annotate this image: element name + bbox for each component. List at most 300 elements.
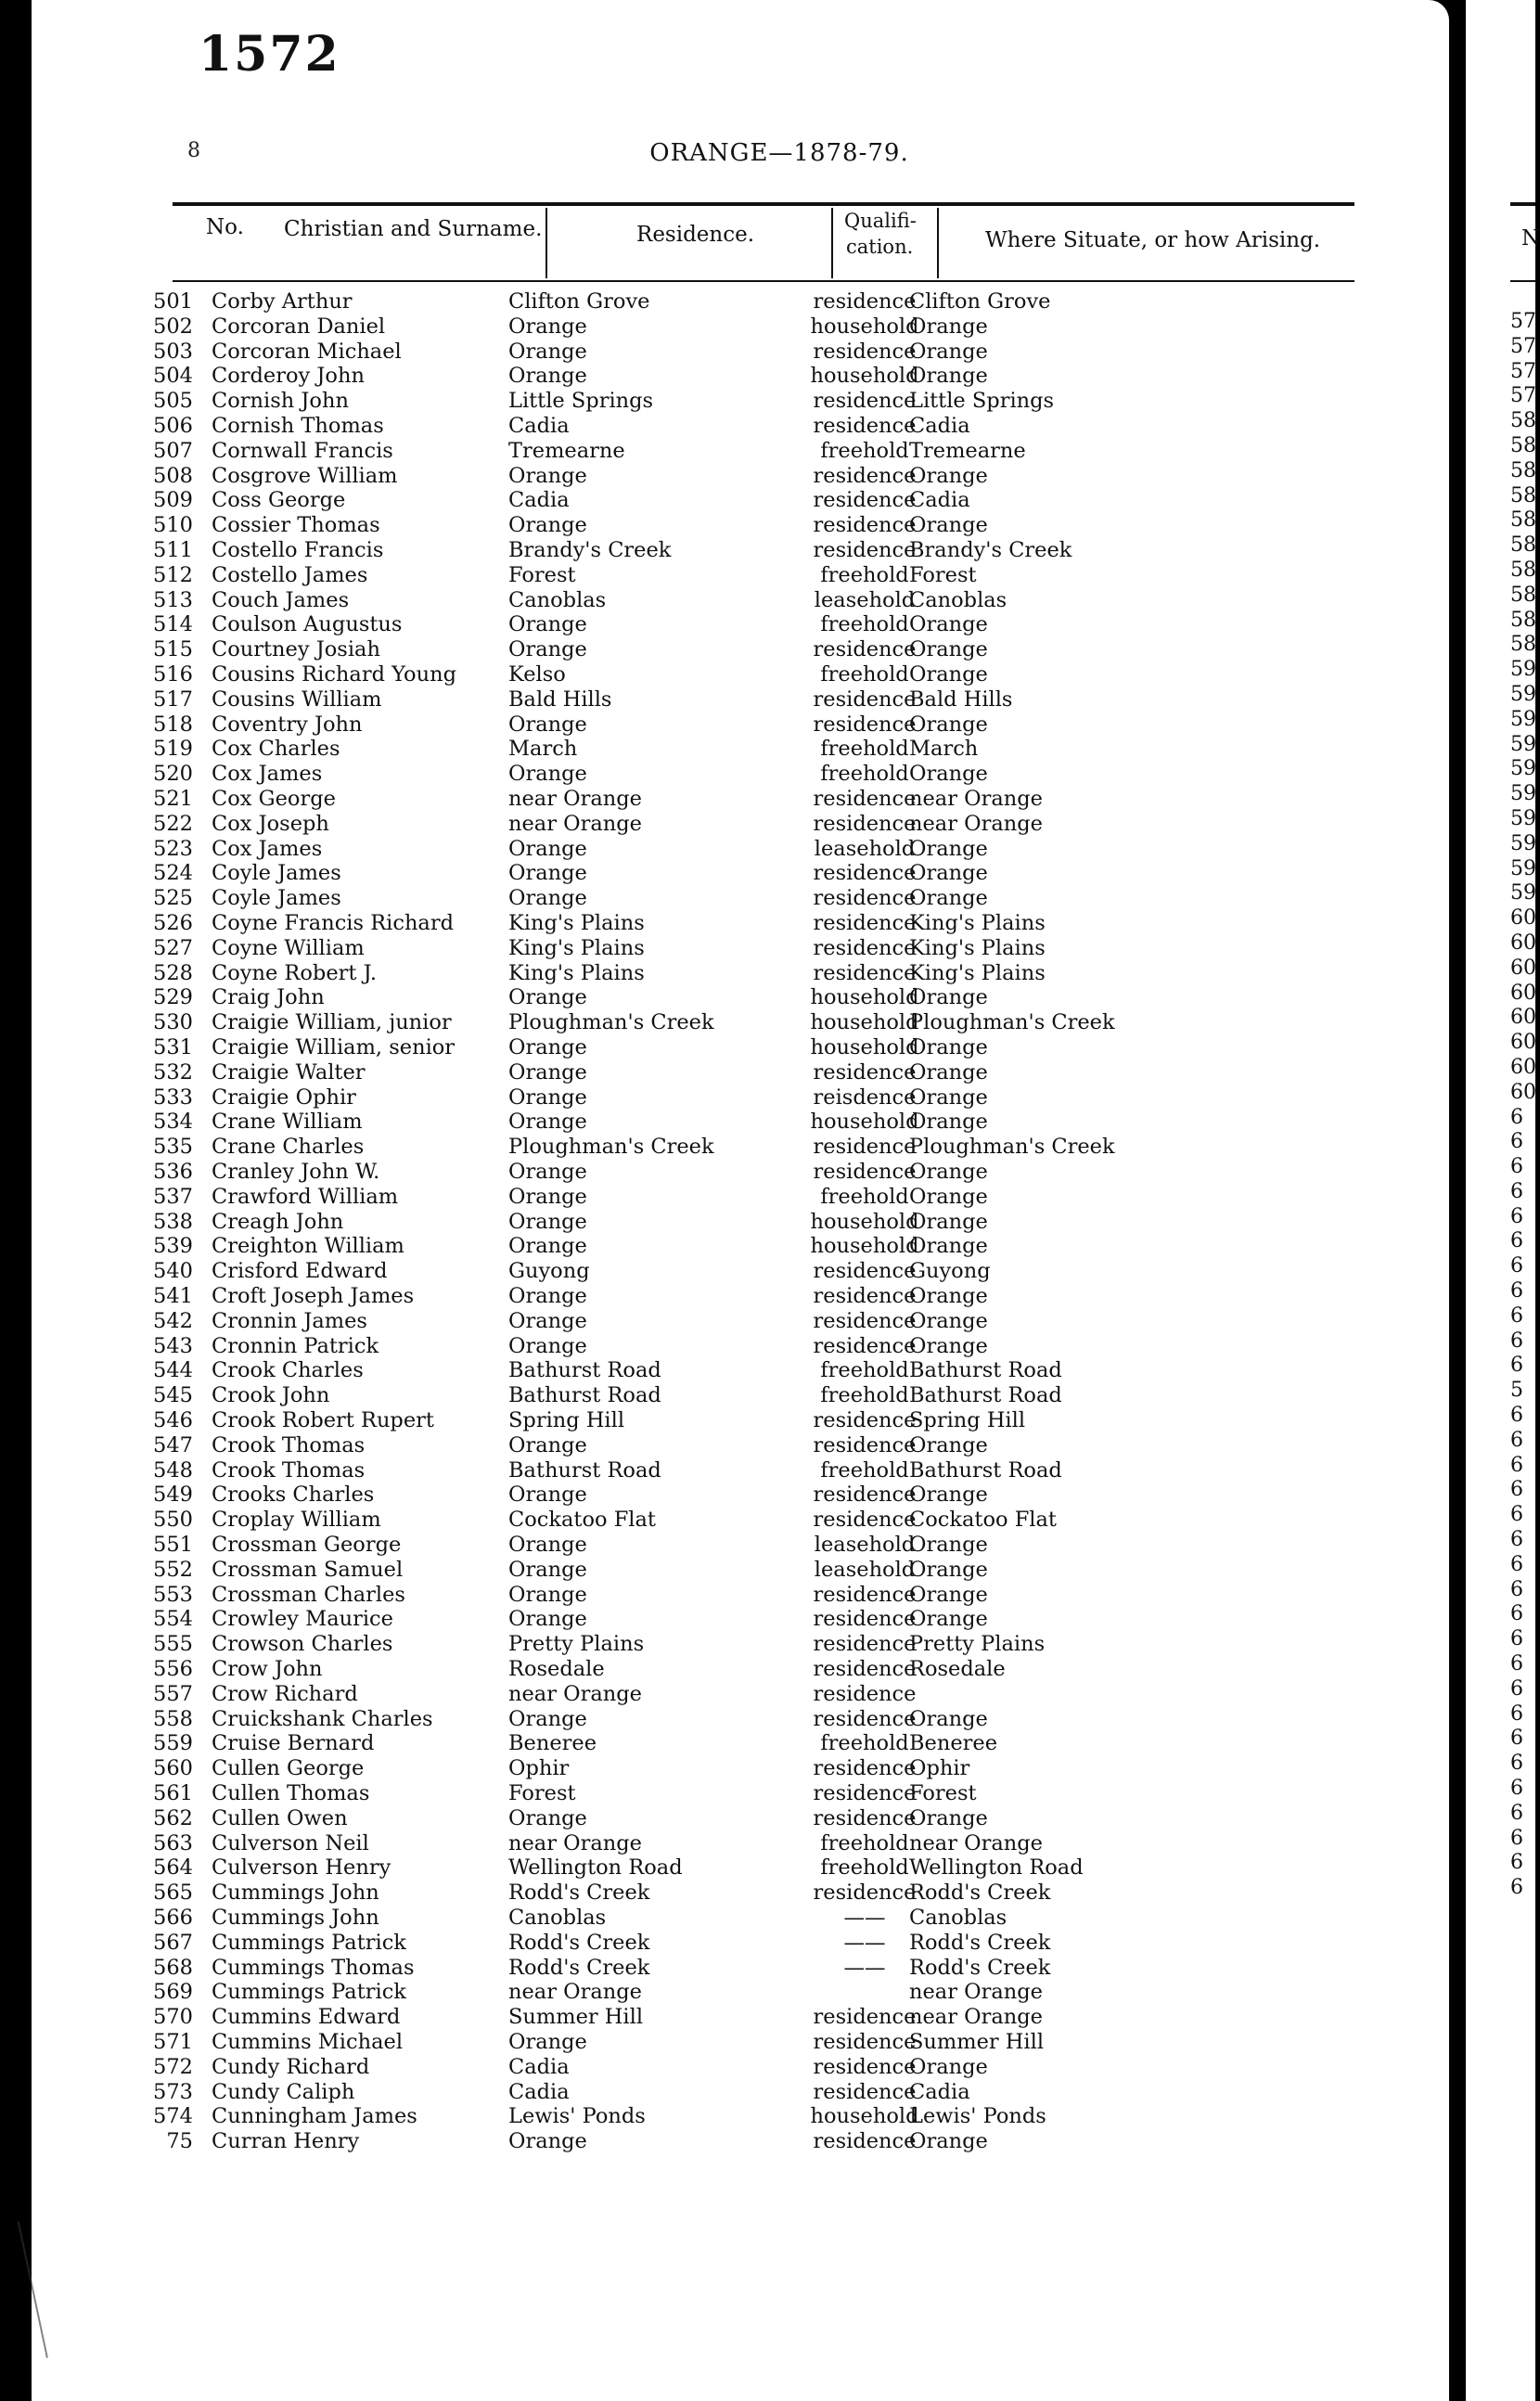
voter-residence: Tremearne <box>508 438 625 463</box>
header-bottom-rule <box>173 280 1354 282</box>
property-location: Tremearne <box>909 438 1026 463</box>
property-location: Orange <box>909 1582 988 1607</box>
table-row <box>0 588 1418 613</box>
table-row <box>0 1980 1418 2005</box>
voter-number: 562 <box>153 1805 193 1830</box>
facing-page-number-fragment: 6 <box>1510 1577 1523 1601</box>
voter-residence: Orange <box>508 1035 587 1059</box>
voter-name: Crane Charles <box>212 1135 365 1160</box>
voter-qualification: residence <box>813 811 917 836</box>
voter-qualification: residence <box>813 488 917 513</box>
table-row <box>0 2030 1418 2055</box>
property-location: Guyong <box>909 1259 991 1284</box>
voter-qualification: residence <box>813 1657 917 1681</box>
voter-name: Cummings John <box>212 1906 379 1930</box>
facing-page-number-fragment: 60 <box>1510 931 1536 955</box>
table-row <box>0 662 1418 687</box>
voter-number: 526 <box>153 911 193 935</box>
facing-page-number-fragment: 6 <box>1510 1652 1523 1676</box>
voter-name: Craig John <box>212 985 325 1010</box>
facing-page-number-fragment: 58 <box>1510 633 1536 657</box>
property-location: Orange <box>909 2054 988 2079</box>
voter-name: Crossman Charles <box>212 1582 405 1607</box>
property-location: Orange <box>909 1533 988 1557</box>
voter-number: 520 <box>153 762 193 787</box>
facing-page-number-fragment: 6 <box>1510 1179 1523 1203</box>
voter-residence: Orange <box>508 1085 587 1110</box>
voter-residence: Orange <box>508 836 587 861</box>
voter-residence: Bathurst Road <box>508 1358 661 1383</box>
property-location: Orange <box>909 886 988 911</box>
voter-name: Cosgrove William <box>212 463 398 488</box>
facing-page-number-fragment: 58 <box>1510 533 1536 558</box>
voter-number: 508 <box>153 463 193 488</box>
table-row <box>0 1010 1418 1035</box>
voter-name: Croft Joseph James <box>212 1284 415 1308</box>
voter-residence: March <box>508 737 578 762</box>
voter-qualification: residence <box>813 2030 917 2054</box>
property-location: Orange <box>909 463 988 488</box>
property-location: Orange <box>909 1432 988 1457</box>
voter-number: 572 <box>153 2054 193 2079</box>
facing-page-number-fragment: 60 <box>1510 1031 1536 1055</box>
property-location: Summer Hill <box>909 2030 1045 2054</box>
facing-page-number-fragment: 6 <box>1510 1155 1523 1179</box>
voter-number: 513 <box>153 587 193 612</box>
voter-residence: Cadia <box>508 2054 570 2079</box>
voter-residence: Orange <box>508 1184 587 1209</box>
voter-name: Cullen Thomas <box>212 1781 370 1805</box>
voter-number: 506 <box>153 414 193 438</box>
voter-name: Coyne Francis Richard <box>212 911 455 935</box>
voter-residence: Orange <box>508 1308 587 1333</box>
voter-number: 530 <box>153 1010 193 1035</box>
voter-qualification: residence <box>813 1632 917 1657</box>
facing-page-number-fragment: 6 <box>1510 1552 1523 1576</box>
voter-name: Creagh John <box>212 1209 344 1234</box>
voter-qualification: household <box>810 1209 919 1234</box>
voter-name: Crisford Edward <box>212 1259 388 1284</box>
facing-page-number-fragment: 6 <box>1510 1254 1523 1278</box>
voter-qualification: —— <box>843 1930 886 1955</box>
voter-number: 501 <box>153 289 193 314</box>
table-row <box>0 1881 1418 1906</box>
property-location: Orange <box>909 1160 988 1184</box>
property-location: Cadia <box>909 2079 970 2104</box>
property-location: Clifton Grove <box>909 289 1051 314</box>
header-residence: Residence. <box>636 223 755 247</box>
voter-name: Crook Robert Rupert <box>212 1408 434 1432</box>
facing-page-number-fragment: 6 <box>1510 1727 1523 1751</box>
voter-number: 561 <box>153 1781 193 1805</box>
voter-number: 566 <box>153 1906 193 1930</box>
property-location: Cockatoo Flat <box>909 1508 1057 1533</box>
voter-qualification: freehold <box>820 662 909 687</box>
page-number: 8 <box>187 139 200 162</box>
voter-residence: Canoblas <box>508 587 607 612</box>
header-top-rule <box>173 202 1354 206</box>
voter-name: Cummings Patrick <box>212 1980 406 2005</box>
property-location: Orange <box>909 339 988 364</box>
voter-residence: Orange <box>508 1557 587 1582</box>
voter-name: Crook Thomas <box>212 1432 366 1457</box>
table-row <box>0 1060 1418 1085</box>
table-row <box>0 787 1418 812</box>
facing-page-number-fragment: 58 <box>1510 409 1536 433</box>
voter-name: Cousins William <box>212 687 382 712</box>
table-row <box>0 1607 1418 1632</box>
voter-qualification: residence <box>813 911 917 935</box>
voter-qualification: residence <box>813 687 917 712</box>
table-row <box>0 1408 1418 1433</box>
voter-name: Costello Francis <box>212 538 384 562</box>
voter-name: Cox George <box>212 787 336 811</box>
voter-number: 532 <box>153 1059 193 1085</box>
voter-residence: Orange <box>508 712 587 737</box>
voter-name: Crowley Maurice <box>212 1607 393 1632</box>
facing-page-number-fragment: 59 <box>1510 856 1536 880</box>
voter-qualification: residence <box>813 1160 917 1184</box>
property-location: Bathurst Road <box>909 1457 1062 1483</box>
voter-qualification: leasehold <box>814 1533 916 1557</box>
facing-page-number-fragment: 59 <box>1510 757 1536 781</box>
voter-qualification: residence <box>813 2054 917 2079</box>
voter-number: 574 <box>153 2104 193 2129</box>
voter-residence: Orange <box>508 1533 587 1557</box>
table-row <box>0 1731 1418 1756</box>
voter-qualification: —— <box>843 1955 886 1980</box>
facing-page-number-fragment: 6 <box>1510 1503 1523 1527</box>
facing-page-number-fragment: 58 <box>1510 508 1536 533</box>
voter-residence: Orange <box>508 1432 587 1457</box>
voter-qualification: residence <box>813 1432 917 1457</box>
voter-qualification: residence <box>813 1805 917 1830</box>
voter-qualification: residence <box>813 1059 917 1085</box>
header-qualification-line1: Qualifi- <box>844 210 917 232</box>
voter-qualification: residence <box>813 2005 917 2030</box>
property-location: Rodd's Creek <box>909 1955 1051 1980</box>
table-row <box>0 513 1418 538</box>
voter-name: Cornwall Francis <box>212 438 393 463</box>
facing-page-number-fragment: 59 <box>1510 881 1536 905</box>
voter-residence: Cockatoo Flat <box>508 1508 656 1533</box>
voter-residence: Orange <box>508 1209 587 1234</box>
property-location: Lewis' Ponds <box>909 2104 1046 2129</box>
facing-page-number-fragment: 6 <box>1510 1602 1523 1626</box>
property-location: Orange <box>909 1085 988 1110</box>
voter-residence: Bathurst Road <box>508 1457 661 1483</box>
voter-residence: Canoblas <box>508 1906 607 1930</box>
property-location: Orange <box>909 1557 988 1582</box>
facing-page-number-fragment: 57 <box>1510 334 1536 358</box>
voter-number: 543 <box>153 1333 193 1358</box>
voter-number: 512 <box>153 562 193 587</box>
voter-number: 524 <box>153 861 193 886</box>
voter-number: 563 <box>153 1830 193 1855</box>
table-row <box>0 439 1418 464</box>
voter-number: 541 <box>153 1284 193 1308</box>
property-location: Orange <box>909 1234 988 1259</box>
voter-qualification: —— <box>843 1906 886 1930</box>
voter-residence: Forest <box>508 1781 576 1805</box>
voter-qualification: freehold <box>820 1358 909 1383</box>
facing-page-number-fragment: 6 <box>1510 1851 1523 1875</box>
voter-name: Coyne William <box>212 935 365 960</box>
voter-qualification: freehold <box>820 612 909 637</box>
voter-number: 503 <box>153 339 193 364</box>
voter-residence: Little Springs <box>508 389 654 414</box>
voter-qualification: freehold <box>820 438 909 463</box>
voter-number: 546 <box>153 1408 193 1432</box>
voter-residence: Cadia <box>508 414 570 438</box>
property-location: Orange <box>909 1805 988 1830</box>
voter-qualification: residence <box>813 712 917 737</box>
facing-page-number-fragment: 59 <box>1510 707 1536 731</box>
facing-page-number-fragment: 5 <box>1510 1379 1523 1403</box>
table-row <box>0 985 1418 1010</box>
voter-residence: Orange <box>508 886 587 911</box>
property-location: Orange <box>909 1333 988 1358</box>
voter-residence: Orange <box>508 1333 587 1358</box>
property-location: Orange <box>909 1308 988 1333</box>
voter-residence: Ploughman's Creek <box>508 1135 714 1160</box>
property-location: March <box>909 737 979 762</box>
voter-name: Cummings John <box>212 1881 379 1906</box>
voter-name: Craigie William, senior <box>212 1035 456 1059</box>
property-location: Orange <box>909 1607 988 1632</box>
voter-qualification: residence <box>813 1508 917 1533</box>
table-row <box>0 762 1418 787</box>
table-row <box>0 911 1418 936</box>
facing-page-number-fragment: 59 <box>1510 831 1536 855</box>
voter-residence: Cadia <box>508 488 570 513</box>
facing-page-number-fragment: 6 <box>1510 1676 1523 1701</box>
property-location: Brandy's Creek <box>909 538 1072 562</box>
table-row <box>0 1458 1418 1483</box>
voter-residence: Ophir <box>508 1756 570 1781</box>
voter-residence: Orange <box>508 1234 587 1259</box>
table-row <box>0 2055 1418 2080</box>
voter-name: Corderoy John <box>212 364 365 389</box>
voter-residence: Orange <box>508 364 587 389</box>
voter-qualification: household <box>810 2104 919 2129</box>
facing-page-numbers <box>1510 310 1536 1901</box>
table-row <box>0 1259 1418 1284</box>
voter-residence: Orange <box>508 1805 587 1830</box>
voter-residence: Orange <box>508 985 587 1010</box>
property-location: Orange <box>909 364 988 389</box>
voter-name: Cronnin James <box>212 1308 367 1333</box>
table-row <box>0 1956 1418 1981</box>
voter-qualification: residence <box>813 463 917 488</box>
voter-number: 525 <box>153 886 193 911</box>
voter-qualification: leasehold <box>814 1557 916 1582</box>
voter-name: Coyle James <box>212 886 341 911</box>
voter-number: 571 <box>153 2030 193 2054</box>
voter-number: 552 <box>153 1557 193 1582</box>
table-row <box>0 364 1418 389</box>
voter-qualification: residence <box>813 1881 917 1906</box>
voter-qualification: residence <box>813 1756 917 1781</box>
table-row <box>0 837 1418 862</box>
facing-page-number-fragment: 58 <box>1510 433 1536 457</box>
voter-number: 548 <box>153 1457 193 1483</box>
voter-qualification: residence <box>813 1408 917 1432</box>
table-row <box>0 1855 1418 1881</box>
voter-name: Cossier Thomas <box>212 513 380 538</box>
voter-name: Couch James <box>212 587 350 612</box>
facing-page-number-fragment: 58 <box>1510 458 1536 482</box>
voter-name: Cullen George <box>212 1756 365 1781</box>
facing-page-number-fragment: 57 <box>1510 384 1536 408</box>
facing-page-number-fragment: 6 <box>1510 1627 1523 1651</box>
voter-residence: Orange <box>508 2030 587 2054</box>
table-row <box>0 1657 1418 1682</box>
voter-name: Cox Charles <box>212 737 340 762</box>
voter-residence: King's Plains <box>508 911 645 935</box>
table-row <box>0 315 1418 340</box>
facing-page-number-fragment: 60 <box>1510 1006 1536 1030</box>
table-row <box>0 563 1418 588</box>
facing-page-number-fragment: 59 <box>1510 782 1536 806</box>
table-row <box>0 1383 1418 1408</box>
voter-residence: Orange <box>508 1582 587 1607</box>
voter-number: 515 <box>153 637 193 662</box>
voter-number: 545 <box>153 1383 193 1408</box>
voter-qualification: residence <box>813 1781 917 1805</box>
header-next-page-no: N <box>1521 226 1540 250</box>
property-location: Forest <box>909 562 977 587</box>
facing-page-number-fragment: 60 <box>1510 906 1536 931</box>
voter-number: 555 <box>153 1632 193 1657</box>
voter-name: Cousins Richard Young <box>212 662 456 687</box>
voter-residence: King's Plains <box>508 960 645 985</box>
voter-name: Courtney Josiah <box>212 637 380 662</box>
facing-page-number-fragment: 6 <box>1510 1329 1523 1353</box>
table-row <box>0 1160 1418 1185</box>
table-row <box>0 488 1418 513</box>
voter-name: Cornish Thomas <box>212 414 384 438</box>
table-row <box>0 1806 1418 1831</box>
table-row <box>0 961 1418 986</box>
property-location: Little Springs <box>909 389 1055 414</box>
voter-number: 507 <box>153 438 193 463</box>
facing-page-number-fragment: 6 <box>1510 1105 1523 1129</box>
voter-residence: Orange <box>508 1160 587 1184</box>
voter-number: 573 <box>153 2079 193 2104</box>
voter-residence: King's Plains <box>508 935 645 960</box>
page-title: ORANGE—1878-79. <box>649 139 909 167</box>
voter-name: Coyne Robert J. <box>212 960 378 985</box>
voter-qualification: residence <box>813 1284 917 1308</box>
property-location: Orange <box>909 1209 988 1234</box>
voter-name: Cox James <box>212 762 323 787</box>
voter-number: 521 <box>153 787 193 811</box>
voter-qualification: residence <box>813 1582 917 1607</box>
voter-number: 557 <box>153 1681 193 1706</box>
property-location: Orange <box>909 2129 988 2154</box>
voter-qualification: household <box>810 1010 919 1035</box>
facing-page-number-fragment: 59 <box>1510 806 1536 830</box>
property-location: Orange <box>909 637 988 662</box>
voter-name: Coss George <box>212 488 346 513</box>
voter-residence: Kelso <box>508 662 566 687</box>
voter-residence: Rodd's Creek <box>508 1881 650 1906</box>
property-location: Bathurst Road <box>909 1358 1062 1383</box>
table-row <box>0 1284 1418 1309</box>
voter-number: 505 <box>153 389 193 414</box>
voter-name: Crook Charles <box>212 1358 364 1383</box>
table-row <box>0 812 1418 837</box>
table-row <box>0 1931 1418 1956</box>
voter-name: Crossman Samuel <box>212 1557 404 1582</box>
voter-qualification: residence <box>813 1135 917 1160</box>
table-row <box>0 414 1418 439</box>
voter-name: Corby Arthur <box>212 289 353 314</box>
facing-page-number-fragment: 58 <box>1510 483 1536 507</box>
voter-qualification: household <box>810 1110 919 1135</box>
voter-residence: Spring Hill <box>508 1408 625 1432</box>
property-location: near Orange <box>909 1830 1043 1855</box>
voter-number: 542 <box>153 1308 193 1333</box>
voter-name: Craigie Ophir <box>212 1085 356 1110</box>
voter-number: 537 <box>153 1184 193 1209</box>
facing-page-number-fragment: 58 <box>1510 608 1536 632</box>
voter-residence: Bald Hills <box>508 687 612 712</box>
voter-number: 509 <box>153 488 193 513</box>
voter-qualification: household <box>810 1234 919 1259</box>
property-location: Orange <box>909 513 988 538</box>
voter-residence: Orange <box>508 612 587 637</box>
voter-qualification: residence <box>813 787 917 811</box>
property-location: Wellington Road <box>909 1855 1084 1881</box>
voter-qualification: freehold <box>820 762 909 787</box>
facing-page-number-fragment: 60 <box>1510 1055 1536 1079</box>
property-location: Orange <box>909 1110 988 1135</box>
facing-page-number-fragment: 6 <box>1510 1204 1523 1228</box>
property-location: Rosedale <box>909 1657 1006 1681</box>
facing-page-number-fragment: 6 <box>1510 1453 1523 1477</box>
voter-number: 547 <box>153 1432 193 1457</box>
voter-name: Craigie William, junior <box>212 1010 452 1035</box>
facing-page-number-fragment: 6 <box>1510 1801 1523 1825</box>
voter-name: Culverson Henry <box>212 1855 391 1881</box>
voter-residence: Lewis' Ponds <box>508 2104 646 2129</box>
facing-page-number-fragment: 59 <box>1510 682 1536 706</box>
voter-number: 502 <box>153 314 193 339</box>
voter-residence: Orange <box>508 513 587 538</box>
divider-qualification-where <box>937 208 939 278</box>
property-location: King's Plains <box>909 960 1046 985</box>
table-row <box>0 1632 1418 1657</box>
voter-residence: Orange <box>508 339 587 364</box>
voter-qualification: residence <box>813 935 917 960</box>
voter-number: 564 <box>153 1855 193 1881</box>
voter-number: 554 <box>153 1607 193 1632</box>
property-location: near Orange <box>909 811 1043 836</box>
voter-name: Cruickshank Charles <box>212 1706 433 1731</box>
property-location: Orange <box>909 1184 988 1209</box>
property-location: Orange <box>909 1706 988 1731</box>
property-location: near Orange <box>909 787 1043 811</box>
voter-qualification: residence <box>813 637 917 662</box>
voter-residence: Forest <box>508 562 576 587</box>
voter-qualification: freehold <box>820 1830 909 1855</box>
facing-page-number-fragment: 6 <box>1510 1404 1523 1428</box>
voter-qualification: residence <box>813 1333 917 1358</box>
voter-residence: Rodd's Creek <box>508 1930 650 1955</box>
table-row <box>0 1085 1418 1111</box>
